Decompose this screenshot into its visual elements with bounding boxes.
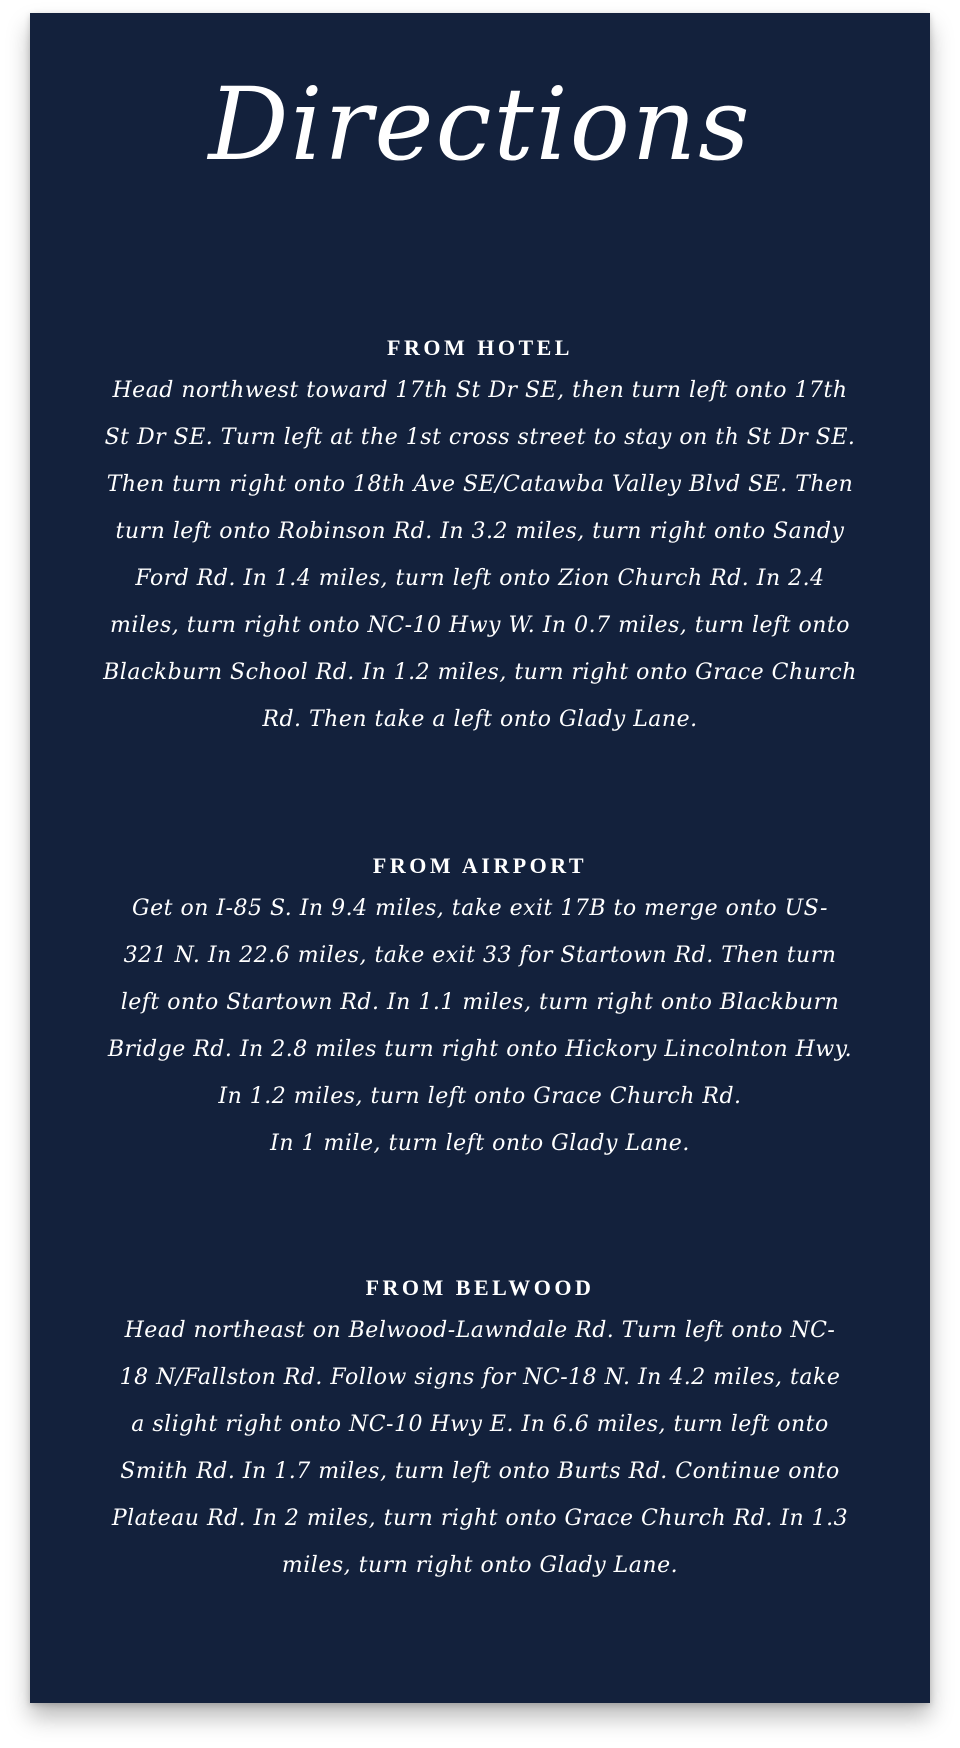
direction-line: 321 N. In 22.6 miles, take exit 33 for Startown Rd. Then turn xyxy=(123,943,837,968)
section-from-hotel xyxy=(80,335,880,743)
section-heading: FROM AIRPORT xyxy=(372,853,588,878)
section-from-airport xyxy=(80,853,880,1167)
direction-line: turn left onto Robinson Rd. In 3.2 miles, turn right onto Sandy xyxy=(115,519,845,544)
direction-line: Head northeast on Belwood-Lawndale Rd. Turn left onto NC- xyxy=(124,1318,836,1343)
direction-line: In 1 mile, turn left onto Glady Lane. xyxy=(270,1131,690,1156)
direction-line: Then turn right onto 18th Ave SE/Catawba Valley Blvd SE. Then xyxy=(106,472,854,497)
page-title: Directions xyxy=(208,66,752,183)
section-from-belwood xyxy=(80,1275,880,1589)
direction-line: Head northwest toward 17th St Dr SE, then turn left onto 17th xyxy=(112,378,848,403)
direction-line: In 1.2 miles, turn left onto Grace Church Rd. xyxy=(218,1084,742,1109)
direction-line: Ford Rd. In 1.4 miles, turn left onto Zion Church Rd. In 2.4 xyxy=(135,566,825,591)
section-heading: FROM BELWOOD xyxy=(365,1275,595,1300)
directions-card xyxy=(30,13,930,1703)
direction-line: Smith Rd. In 1.7 miles, turn left onto Burts Rd. Continue onto xyxy=(120,1459,840,1484)
direction-line: a slight right onto NC-10 Hwy E. In 6.6 miles, turn left onto xyxy=(131,1412,829,1437)
direction-line: Blackburn School Rd. In 1.2 miles, turn right onto Grace Church xyxy=(103,660,857,685)
direction-line: St Dr SE. Turn left at the 1st cross street to stay on th St Dr SE. xyxy=(104,425,856,450)
direction-line: Bridge Rd. In 2.8 miles turn right onto Hickory Lincolnton Hwy. xyxy=(107,1037,853,1062)
direction-line: miles, turn right onto NC-10 Hwy W. In 0.7 miles, turn left onto xyxy=(109,613,851,638)
section-heading: FROM HOTEL xyxy=(387,335,573,360)
direction-line: 18 N/Fallston Rd. Follow signs for NC-18 N. In 4.2 miles, take xyxy=(119,1365,841,1390)
direction-line: Rd. Then take a left onto Glady Lane. xyxy=(262,707,698,732)
direction-line: Plateau Rd. In 2 miles, turn right onto Grace Church Rd. In 1.3 xyxy=(111,1506,849,1531)
direction-line: miles, turn right onto Glady Lane. xyxy=(281,1553,679,1578)
direction-line: left onto Startown Rd. In 1.1 miles, turn right onto Blackburn xyxy=(120,990,840,1015)
direction-line: Get on I-85 S. In 9.4 miles, take exit 17B to merge onto US- xyxy=(132,896,828,921)
